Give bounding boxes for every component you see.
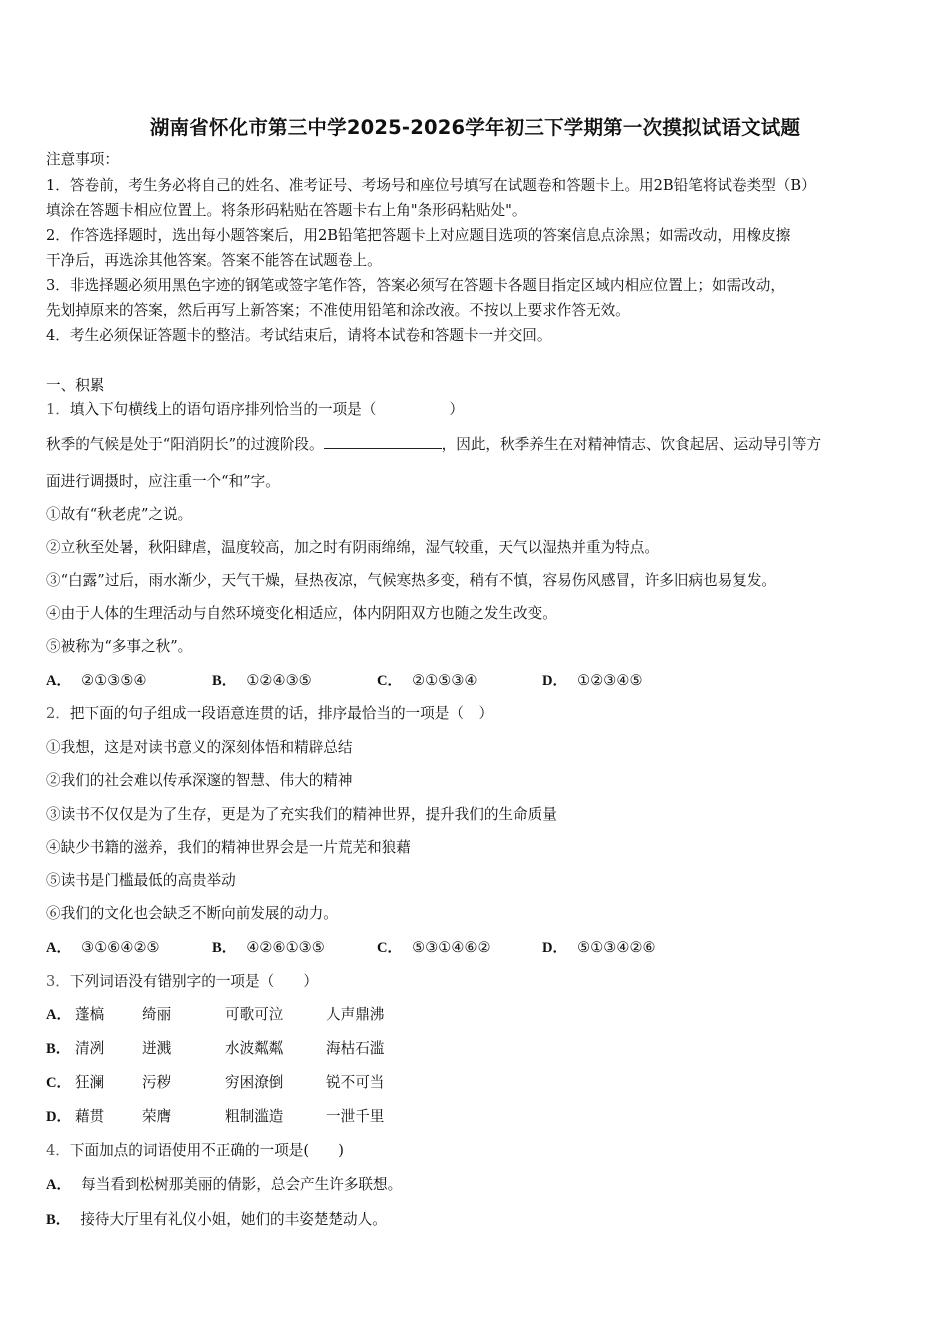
question-number: 3． — [46, 973, 70, 990]
word: 穷困潦倒 — [225, 1074, 284, 1091]
question-text: 填入下句横线上的语句语序排列恰当的一项是（ ） — [69, 401, 464, 418]
question-3-stem — [46, 972, 318, 992]
option-c — [377, 938, 491, 958]
word: 人声鼎沸 — [326, 1006, 385, 1023]
option-b — [212, 671, 312, 691]
section-heading: 一、积累 — [46, 377, 105, 394]
option-letter: A． — [46, 940, 72, 956]
question-number: 2． — [46, 705, 70, 722]
notice-line: 1．答卷前，考生务必将自己的姓名、准考证号、考场号和座位号填写在试题卷和答题卡上。用2B铅笔将试卷类型（B） — [46, 177, 816, 194]
word: 清冽 — [75, 1040, 105, 1057]
question-number: 1． — [46, 401, 70, 418]
option-a — [46, 1175, 402, 1195]
option-text: ②①③⑤④ — [81, 672, 147, 689]
option-letter: D． — [542, 940, 568, 956]
option-text: 每当看到松树那美丽的倩影，总会产生许多联想。 — [81, 1176, 403, 1193]
option-text: ④②⑥①③⑤ — [246, 939, 325, 956]
option-letter: C． — [377, 940, 403, 956]
list-item: ⑥我们的文化也会缺乏不断向前发展的动力。 — [46, 905, 338, 922]
passage-text: 秋季的气候是处于“阳消阴长”的过渡阶段。 — [46, 436, 324, 453]
question-1-stem — [46, 400, 464, 420]
list-item: ③“白露”过后，雨水渐少，天气干燥，昼热夜凉，气候寒热多变，稍有不慎，容易伤风感冒，许多旧病也易复发。 — [46, 572, 777, 589]
option-text: ①②④③⑤ — [246, 672, 312, 689]
word: 锐不可当 — [326, 1074, 385, 1091]
option-a — [46, 671, 147, 691]
option-d — [542, 938, 656, 958]
option-letter: B． — [46, 1041, 71, 1057]
list-item: ①故有“秋老虎”之说。 — [46, 506, 193, 523]
list-item: ③读书不仅仅是为了生存，更是为了充实我们的精神世界，提升我们的生命质量 — [46, 806, 557, 823]
notice-line: 4．考生必须保证答题卡的整洁。考试结束后，请将本试卷和答题卡一并交回。 — [46, 327, 552, 344]
word: 一泄千里 — [326, 1108, 385, 1125]
option-text: ⑤③①④⑥② — [412, 939, 491, 956]
option-d — [542, 671, 643, 691]
option-text: 接待大厅里有礼仪小姐，她们的丰姿楚楚动人。 — [80, 1211, 387, 1228]
question-text: 下面加点的词语使用不正确的一项是( ) — [69, 1142, 344, 1159]
question-2-stem — [46, 704, 493, 724]
option-b — [212, 938, 325, 958]
option-letter: B． — [212, 940, 237, 956]
option-letter: D． — [46, 1109, 72, 1125]
question-text: 下列词语没有错别字的一项是（ ） — [69, 973, 318, 990]
word: 绮丽 — [142, 1006, 172, 1023]
option-letter: A． — [46, 1007, 72, 1023]
option-letter: D． — [542, 673, 568, 689]
word: 粗制滥造 — [225, 1108, 284, 1125]
option-letter: C． — [377, 673, 403, 689]
word: 狂澜 — [75, 1074, 105, 1091]
list-item: ②我们的社会难以传承深邃的智慧、伟大的精神 — [46, 772, 353, 789]
option-letter: B． — [212, 673, 237, 689]
word: 水波粼粼 — [225, 1040, 284, 1057]
notice-line: 填涂在答题卡相应位置上。将条形码粘贴在答题卡右上角"条形码粘贴处"。 — [46, 202, 527, 219]
option-letter: C． — [46, 1075, 72, 1091]
option-text: ②①⑤③④ — [412, 672, 478, 689]
option-text: ⑤①③④②⑥ — [577, 939, 656, 956]
word: 污秽 — [142, 1074, 172, 1091]
list-item: ⑤被称为“多事之秋”。 — [46, 638, 193, 655]
passage-text: ，因此，秋季养生在对精神情志、饮食起居、运动导引等方 — [441, 436, 822, 453]
question-1-passage — [46, 434, 821, 455]
exam-title: 湖南省怀化市第三中学2025-2026学年初三下学期第一次摸拟试语文试题 — [149, 116, 801, 139]
notice-line: 2．作答选择题时，选出每小题答案后，用2B铅笔把答题卡上对应题目选项的答案信息点涂黑；如需改动，用橡皮擦 — [46, 227, 791, 244]
word: 蓬槁 — [75, 1006, 105, 1023]
passage-text: 面进行调摄时，应注重一个“和”字。 — [46, 473, 280, 490]
notice-line: 先划掉原来的答案，然后再写上新答案；不准使用铅笔和涂改液。不按以上要求作答无效。 — [46, 302, 630, 319]
option-letter: A． — [46, 1177, 72, 1193]
option-text: ③①⑥④②⑤ — [81, 939, 160, 956]
list-item: ④缺少书籍的滋养，我们的精神世界会是一片荒芜和狼藉 — [46, 839, 411, 856]
question-text: 把下面的句子组成一段语意连贯的话，排序最恰当的一项是（ ） — [69, 705, 494, 722]
option-letter: B． — [46, 1212, 71, 1228]
option-a — [46, 938, 160, 958]
question-number: 4． — [46, 1142, 70, 1159]
option-letter: A． — [46, 673, 72, 689]
answer-blank — [324, 434, 442, 449]
question-4-stem — [46, 1141, 344, 1161]
list-item: ①我想，这是对读书意义的深刻体悟和精辟总结 — [46, 739, 353, 756]
word: 迸溅 — [142, 1040, 172, 1057]
list-item: ④由于人体的生理活动与自然环境变化相适应，体内阴阳双方也随之发生改变。 — [46, 605, 557, 622]
word: 海枯石滥 — [326, 1040, 385, 1057]
word: 荣膺 — [142, 1108, 172, 1125]
list-item: ②立秋至处暑，秋阳肆虐，温度较高，加之时有阴雨绵绵，湿气较重，天气以湿热并重为特点。 — [46, 539, 659, 556]
word: 藉贯 — [75, 1108, 105, 1125]
option-b — [46, 1210, 387, 1230]
notice-line: 3．非选择题必须用黑色字迹的钢笔或签字笔作答，答案必须写在答题卡各题目指定区域内相应位置上；如需改动， — [46, 277, 785, 294]
option-c — [377, 671, 478, 691]
option-text: ①②③④⑤ — [577, 672, 643, 689]
word: 可歌可泣 — [225, 1006, 284, 1023]
notice-line: 干净后，再选涂其他答案。答案不能答在试题卷上。 — [46, 252, 382, 269]
notice-heading: 注意事项： — [46, 151, 119, 168]
list-item: ⑤读书是门槛最低的高贵举动 — [46, 872, 236, 889]
